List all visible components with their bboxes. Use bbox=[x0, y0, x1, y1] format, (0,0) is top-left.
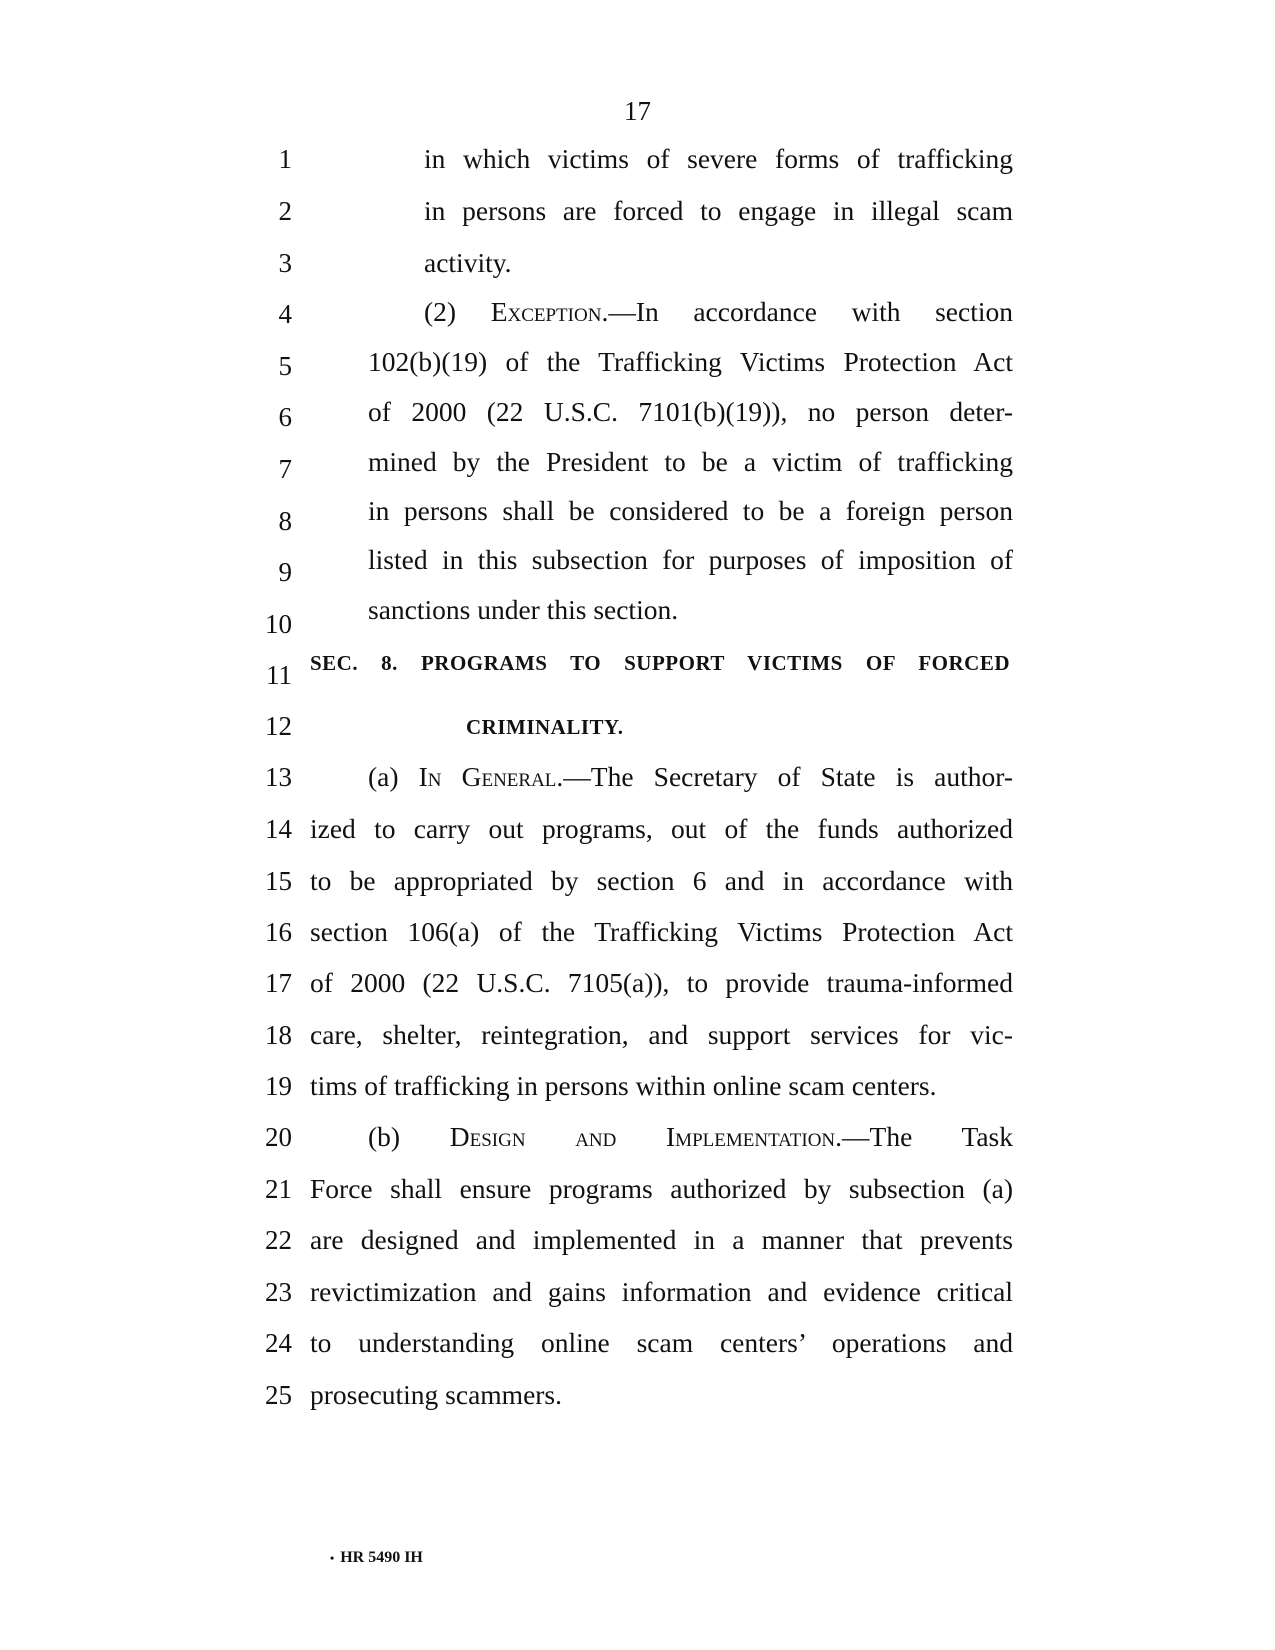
in-general-heading: In General bbox=[418, 761, 557, 792]
line-number: 13 bbox=[265, 762, 292, 792]
text-line: activity. bbox=[424, 247, 512, 278]
bill-footer bbox=[330, 1548, 423, 1568]
line-number: 9 bbox=[278, 557, 292, 587]
bullet-icon: • bbox=[330, 1551, 335, 1566]
line-number: 20 bbox=[265, 1122, 292, 1152]
text-line: 102(b)(19) of the Trafficking Victims Protection Act bbox=[368, 346, 1013, 377]
text-line: prosecuting scammers. bbox=[310, 1379, 563, 1410]
paragraph-exception-heading: (2) Exception.—In accordance with section bbox=[424, 296, 1013, 327]
line-number: 12 bbox=[265, 711, 292, 741]
text-line: section 106(a) of the Trafficking Victims Protection Act bbox=[310, 916, 1013, 947]
text-line: care, shelter, reintegration, and support services for vic- bbox=[310, 1019, 1013, 1050]
line-number: 4 bbox=[278, 299, 292, 329]
line-number: 22 bbox=[265, 1225, 292, 1255]
line-number: 2 bbox=[278, 196, 292, 226]
line-number: 17 bbox=[265, 968, 292, 998]
text-line: of 2000 (22 U.S.C. 7101(b)(19)), no person deter- bbox=[368, 396, 1013, 427]
text-line: listed in this subsection for purposes of imposition of bbox=[368, 544, 1013, 575]
line-number: 6 bbox=[278, 402, 292, 432]
paragraph-in-general-heading: (a) In General.—The Secretary of State is author- bbox=[368, 761, 1013, 792]
line-number: 23 bbox=[265, 1277, 292, 1307]
text-line: revictimization and gains information and evidence critical bbox=[310, 1276, 1013, 1307]
line-number: 19 bbox=[265, 1071, 292, 1101]
text-line: to understanding online scam centers’ operations and bbox=[310, 1327, 1013, 1358]
section-heading: SEC. 8. PROGRAMS TO SUPPORT VICTIMS OF FORCED bbox=[310, 651, 1010, 675]
text-line: are designed and implemented in a manner that prevents bbox=[310, 1224, 1013, 1255]
text-line: in persons are forced to engage in illegal scam bbox=[424, 195, 1013, 226]
line-number: 11 bbox=[266, 660, 292, 690]
line-number: 5 bbox=[278, 351, 292, 381]
page-number: 17 bbox=[624, 96, 651, 126]
line-number: 3 bbox=[278, 248, 292, 278]
text-line: ized to carry out programs, out of the funds authorized bbox=[310, 813, 1013, 844]
text-line: in persons shall be considered to be a foreign person bbox=[368, 495, 1013, 526]
line-number: 14 bbox=[265, 814, 292, 844]
line-number: 7 bbox=[278, 454, 292, 484]
text-line: in which victims of severe forms of trafficking bbox=[424, 143, 1013, 174]
line-number: 21 bbox=[265, 1174, 292, 1204]
text-line: to be appropriated by section 6 and in accordance with bbox=[310, 865, 1013, 896]
line-number: 25 bbox=[265, 1380, 292, 1410]
design-heading: Design and Implementation bbox=[449, 1121, 836, 1152]
line-number: 24 bbox=[265, 1328, 292, 1358]
text-line: tims of trafficking in persons within online scam centers. bbox=[310, 1070, 937, 1101]
exception-heading: Exception bbox=[490, 296, 602, 327]
section-heading-continuation: CRIMINALITY. bbox=[466, 715, 624, 739]
paragraph-design-heading: (b) Design and Implementation.—The Task bbox=[368, 1121, 1013, 1152]
bill-identifier: HR 5490 IH bbox=[340, 1549, 423, 1566]
line-number: 15 bbox=[265, 866, 292, 896]
text-line: sanctions under this section. bbox=[368, 594, 679, 625]
text-line: of 2000 (22 U.S.C. 7105(a)), to provide trauma-informed bbox=[310, 967, 1013, 998]
line-number: 18 bbox=[265, 1020, 292, 1050]
text-line: Force shall ensure programs authorized by subsection (a) bbox=[310, 1173, 1013, 1204]
line-number: 1 bbox=[278, 144, 292, 174]
text-line: mined by the President to be a victim of trafficking bbox=[368, 446, 1013, 477]
line-number: 10 bbox=[265, 609, 292, 639]
line-number: 16 bbox=[265, 917, 292, 947]
line-number: 8 bbox=[278, 506, 292, 536]
